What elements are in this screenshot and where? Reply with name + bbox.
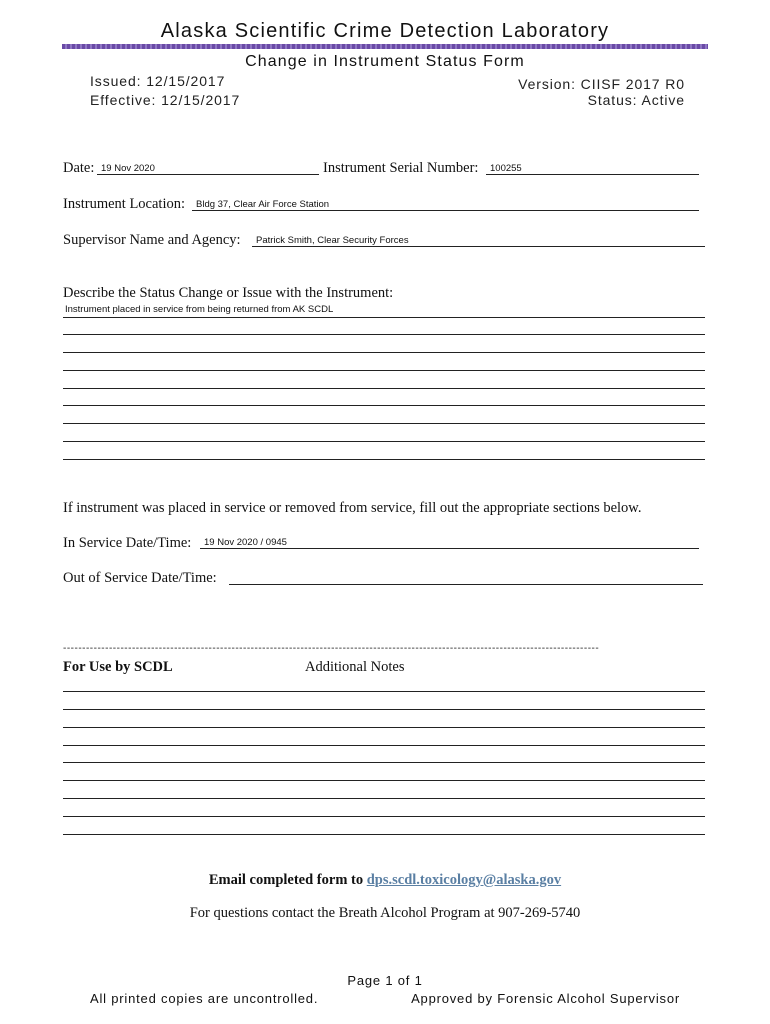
location-value: Bldg 37, Clear Air Force Station bbox=[196, 199, 330, 210]
service-instruction: If instrument was placed in service or removed from service, fill out the appropriate sections below. bbox=[63, 500, 642, 516]
approved-by: Approved by Forensic Alcohol Supervisor bbox=[411, 991, 680, 1006]
describe-line[interactable] bbox=[63, 441, 705, 442]
describe-value: Instrument placed in service from being returned from AK SCDL bbox=[65, 304, 334, 315]
email-instruction bbox=[0, 872, 770, 889]
describe-line[interactable] bbox=[63, 405, 705, 406]
notes-line[interactable] bbox=[63, 727, 705, 728]
notes-line[interactable] bbox=[63, 745, 705, 746]
describe-line[interactable] bbox=[63, 317, 705, 318]
serial-label: Instrument Serial Number: bbox=[323, 160, 479, 176]
notes-line[interactable] bbox=[63, 834, 705, 835]
notes-line[interactable] bbox=[63, 762, 705, 763]
email-link[interactable]: dps.scdl.toxicology@alaska.gov bbox=[366, 872, 562, 888]
notes-line[interactable] bbox=[63, 780, 705, 781]
date-value: 19 Nov 2020 bbox=[101, 163, 155, 174]
notes-line[interactable] bbox=[63, 709, 705, 710]
page-number: Page 1 of 1 bbox=[347, 973, 423, 988]
describe-line[interactable] bbox=[63, 352, 705, 353]
location-label: Instrument Location: bbox=[63, 196, 186, 212]
describe-line[interactable] bbox=[63, 423, 705, 424]
supervisor-field[interactable] bbox=[252, 230, 705, 247]
status: Status: Active bbox=[587, 92, 685, 108]
describe-label: Describe the Status Change or Issue with the Instrument: bbox=[63, 285, 394, 301]
notes-line[interactable] bbox=[63, 816, 705, 817]
form-title: Change in Instrument Status Form bbox=[245, 53, 525, 70]
version: Version: CIISF 2017 R0 bbox=[518, 76, 685, 92]
in-service-value: 19 Nov 2020 / 0945 bbox=[204, 537, 287, 548]
in-service-label: In Service Date/Time: bbox=[63, 535, 192, 551]
out-service-label: Out of Service Date/Time: bbox=[63, 570, 217, 586]
uncontrolled-note: All printed copies are uncontrolled. bbox=[90, 991, 319, 1006]
describe-line[interactable] bbox=[63, 459, 705, 460]
notes-line[interactable] bbox=[63, 798, 705, 799]
issued-date: Issued: 12/15/2017 bbox=[90, 73, 226, 89]
describe-line[interactable] bbox=[63, 370, 705, 371]
section-divider: -------------------------------------------------------------------------------------------------------------------------------------------- bbox=[63, 643, 600, 654]
describe-line[interactable] bbox=[63, 334, 705, 335]
out-service-field[interactable] bbox=[229, 568, 703, 585]
serial-value: 100255 bbox=[490, 163, 522, 174]
title-divider bbox=[62, 44, 708, 49]
for-use-label: For Use by SCDL bbox=[63, 659, 173, 675]
email-prefix: Email completed form to bbox=[208, 872, 367, 888]
in-service-field[interactable] bbox=[200, 532, 699, 549]
supervisor-label: Supervisor Name and Agency: bbox=[63, 232, 241, 248]
questions-contact: For questions contact the Breath Alcohol Program at 907-269-5740 bbox=[189, 905, 581, 921]
location-field[interactable] bbox=[192, 194, 699, 211]
notes-label: Additional Notes bbox=[305, 659, 405, 675]
date-label: Date: bbox=[63, 160, 95, 176]
date-field[interactable] bbox=[97, 158, 319, 175]
serial-field[interactable] bbox=[486, 158, 699, 175]
supervisor-value: Patrick Smith, Clear Security Forces bbox=[256, 235, 409, 246]
notes-line[interactable] bbox=[63, 691, 705, 692]
lab-name: Alaska Scientific Crime Detection Laboratory bbox=[160, 20, 610, 42]
effective-date: Effective: 12/15/2017 bbox=[90, 92, 241, 108]
describe-line[interactable] bbox=[63, 388, 705, 389]
out-service-value bbox=[229, 573, 233, 584]
